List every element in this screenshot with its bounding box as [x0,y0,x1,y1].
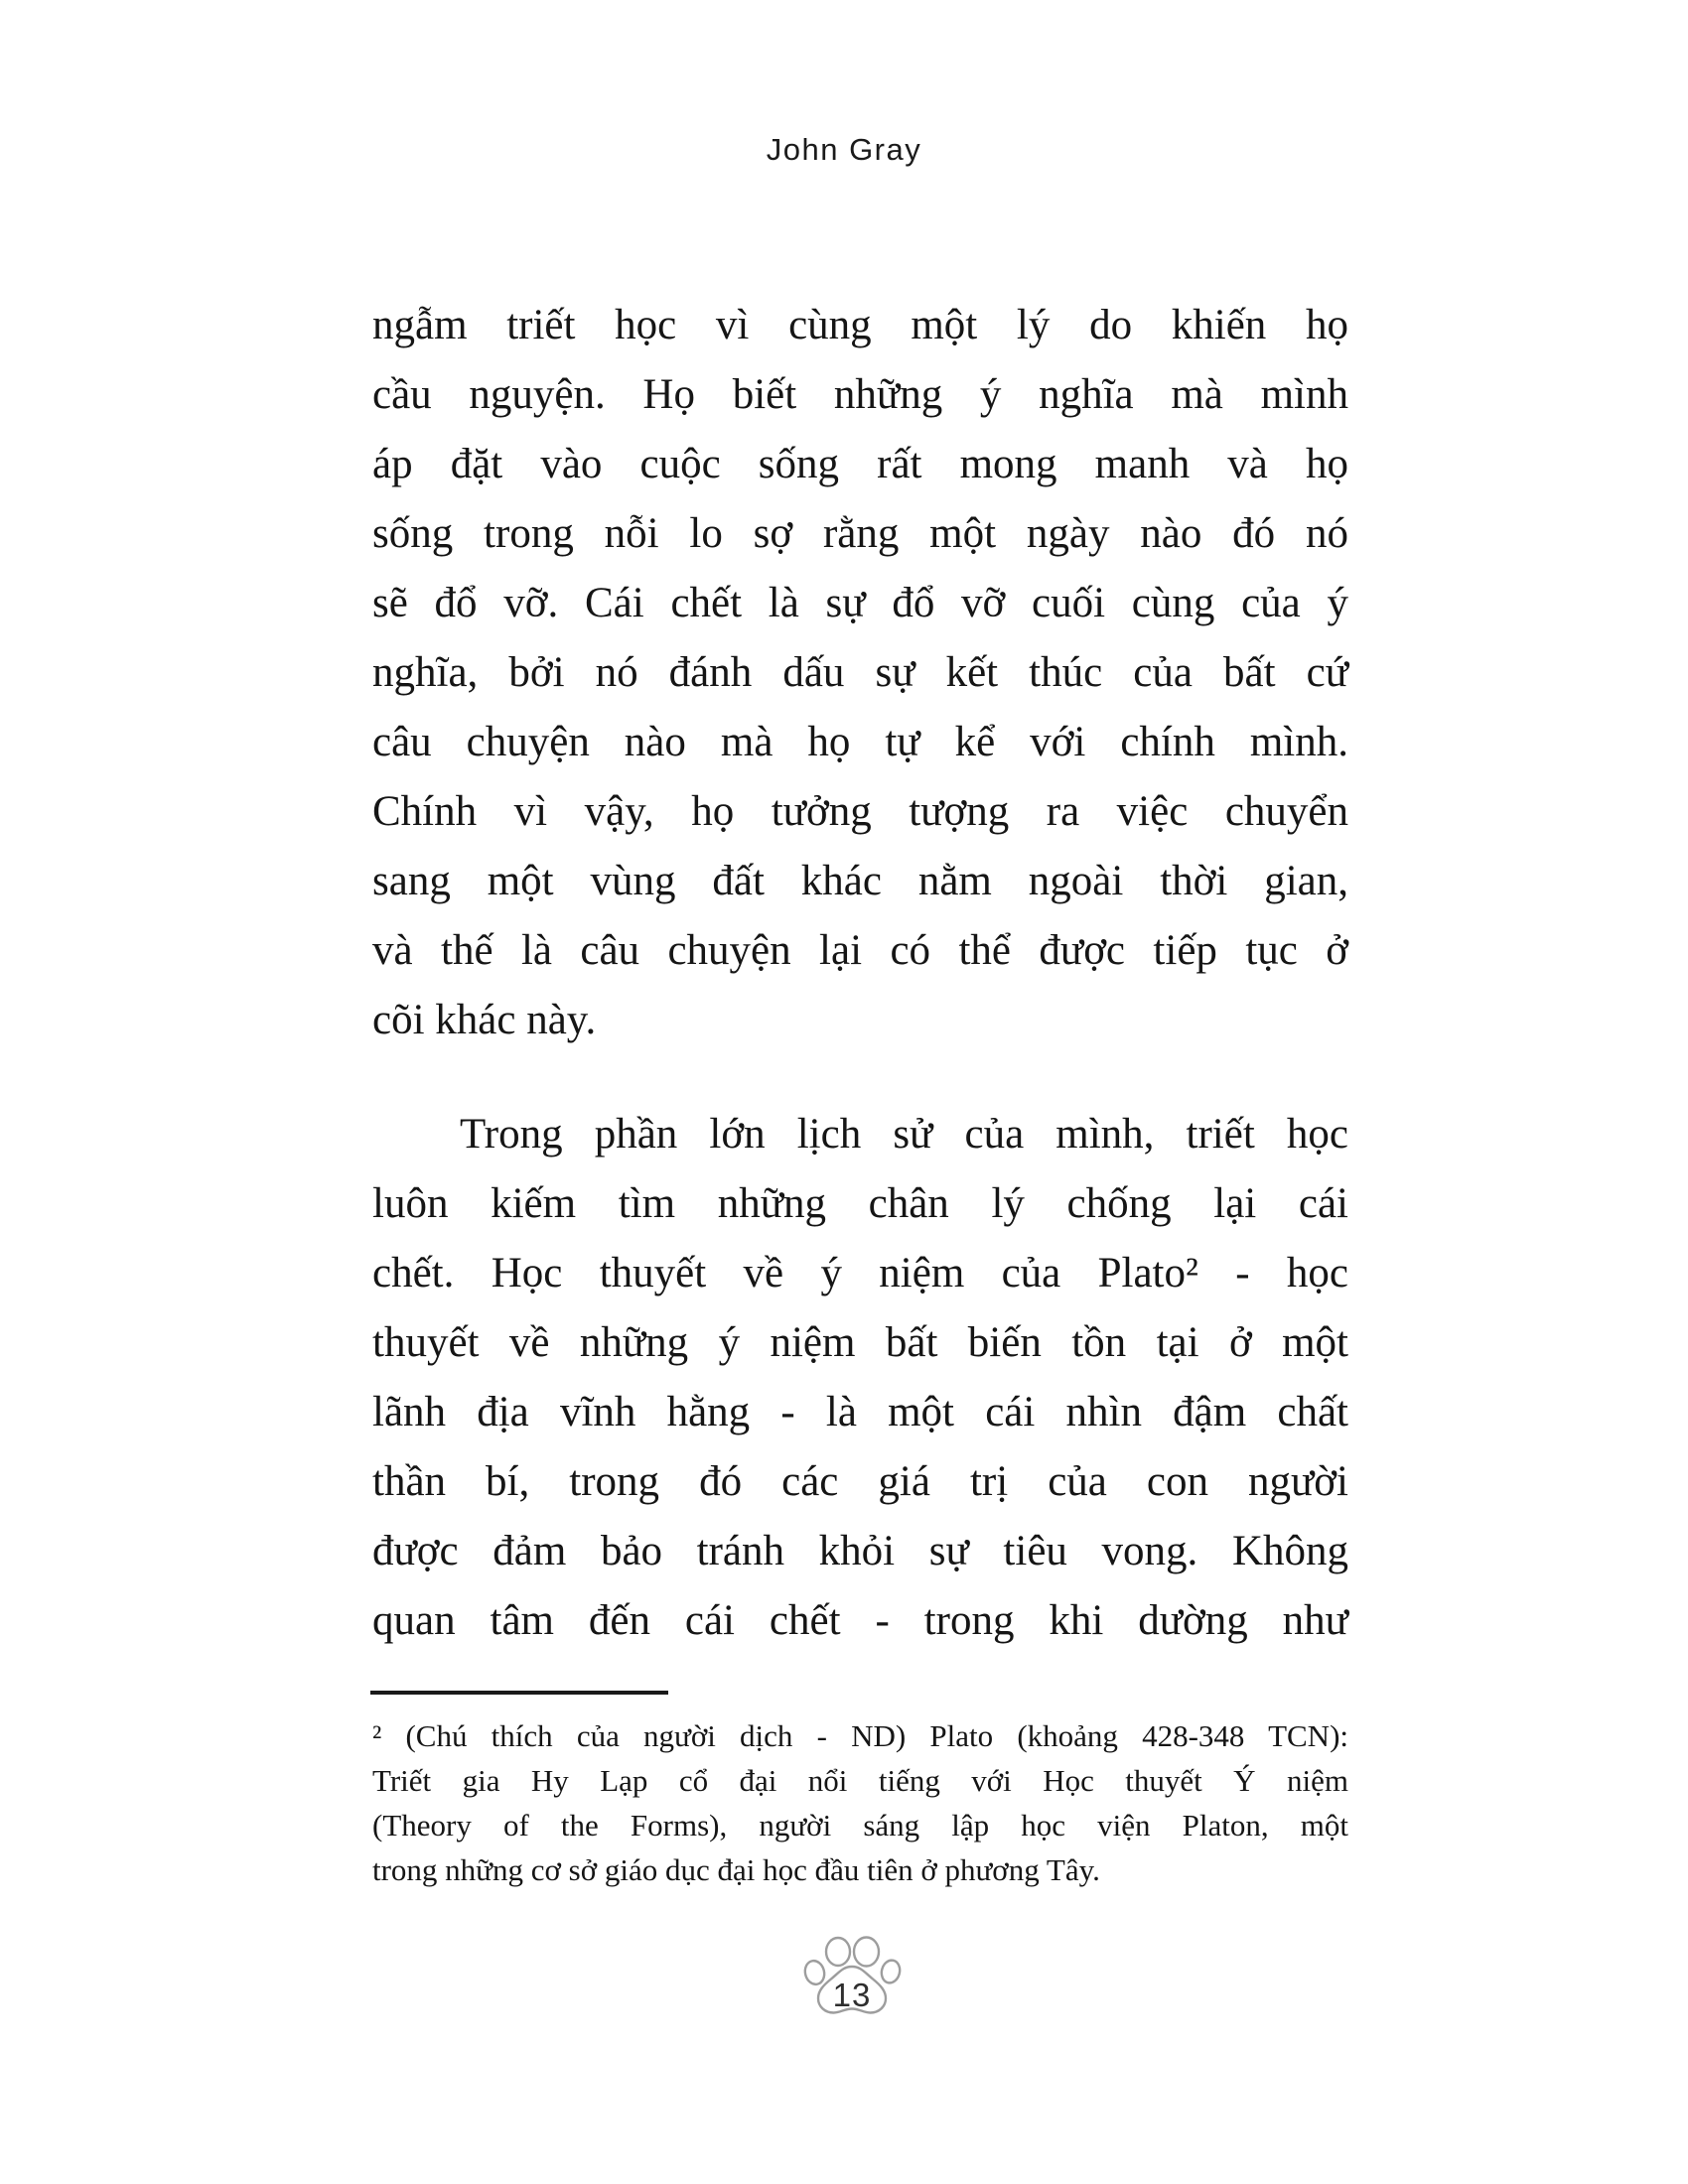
text-line: Chính vì vậy, họ tưởng tượng ra việc chuyển [372,788,1348,835]
paw-toe-left-inner [826,1938,850,1966]
running-header-author: John Gray [766,132,922,167]
text-line: và thế là câu chuyện lại có thể được tiếp tục ở [372,927,1348,974]
footnote-separator-rule [370,1691,668,1695]
text-line: chết. Học thuyết về ý niệm của Plato² - học [372,1250,1348,1297]
text-line: Trong phần lớn lịch sử của mình, triết học [460,1111,1348,1158]
text-line: câu chuyện nào mà họ tự kể với chính mình. [372,719,1348,765]
text-line: cõi khác này. [372,997,597,1043]
footnote [372,1713,1348,1892]
text-line: thuyết về những ý niệm bất biến tồn tại ở một [372,1319,1348,1366]
text-line: lãnh địa vĩnh hằng - là một cái nhìn đậm chất [372,1389,1348,1435]
text-line: quan tâm đến cái chết - trong khi dường như [372,1597,1348,1644]
text-line: sang một vùng đất khác nằm ngoài thời gian, [372,858,1348,904]
text-line: Triết gia Hy Lạp cổ đại nổi tiếng với Học thuyết Ý niệm [372,1763,1348,1798]
page-footer [0,1936,1688,2021]
text-line: cầu nguyện. Họ biết những ý nghĩa mà mình [372,371,1348,418]
text-line: luôn kiếm tìm những chân lý chống lại cái [372,1180,1348,1227]
paw-print-ornament [802,1936,902,2021]
text-line: thần bí, trong đó các giá trị của con người [372,1458,1348,1505]
text-line: sẽ đổ vỡ. Cái chết là sự đổ vỡ cuối cùng của ý [372,580,1348,626]
text-line: trong những cơ sở giáo dục đại học đầu tiên ở phương Tây. [372,1852,1100,1887]
text-line: áp đặt vào cuộc sống rất mong manh và họ [372,441,1348,487]
body-text [372,291,1348,1701]
paragraph-1 [372,291,1348,1055]
paw-toe-right-inner [854,1938,879,1967]
page-number: 13 [832,1977,872,2013]
paragraph-2 [372,1100,1348,1656]
text-line: được đảm bảo tránh khỏi sự tiêu vong. Không [372,1528,1348,1574]
text-line: ² (Chú thích của người dịch - ND) Plato (khoảng 428-348 TCN): [372,1718,1348,1753]
text-line: nghĩa, bởi nó đánh dấu sự kết thúc của bất cứ [372,649,1348,696]
text-line: (Theory of the Forms), người sáng lập học viện Platon, một [372,1808,1348,1843]
text-line: sống trong nỗi lo sợ rằng một ngày nào đó nó [372,510,1348,557]
text-line: ngẫm triết học vì cùng một lý do khiến họ [372,302,1348,348]
